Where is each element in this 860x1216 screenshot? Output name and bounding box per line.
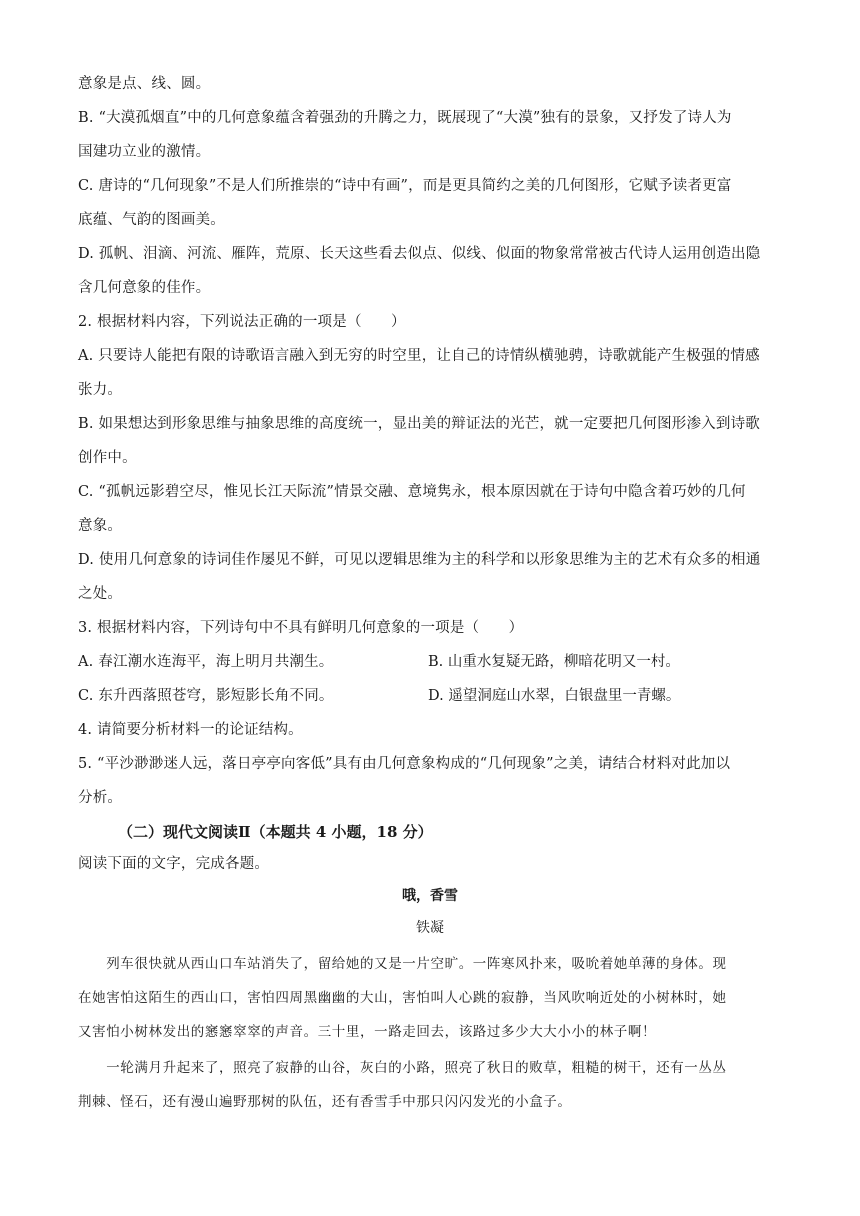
q1-option-d-line2: 含几何意象的佳作。 xyxy=(78,280,211,296)
story-paragraph-1-line2: 在她害怕这陌生的西山口，害怕四周黑幽幽的大山，害怕叫人心跳的寂静，当风吹响近处的小树林时，她 xyxy=(78,990,727,1006)
q3-option-a: A. 春江潮水连海平，海上明月共潮生。 xyxy=(78,654,334,670)
q1-option-b-line2: 国建功立业的激情。 xyxy=(78,144,211,160)
q1-option-d-line1: D. 孤帆、泪滴、河流、雁阵，荒原、长天这些看去似点、似线、似面的物象常常被古代诗人运用创造出隐 xyxy=(78,246,761,262)
q3-option-b: B. 山重水复疑无路，柳暗花明又一村。 xyxy=(428,654,680,670)
reading-instruction: 阅读下面的文字，完成各题。 xyxy=(78,856,270,872)
q2-option-b-line1: B. 如果想达到形象思维与抽象思维的高度统一，显出美的辩证法的光芒，就一定要把几何图形渗入到诗歌 xyxy=(78,416,760,432)
q2-option-a-line1: A. 只要诗人能把有限的诗歌语言融入到无穷的时空里，让自己的诗情纵横驰骋，诗歌就能产生极强的情感 xyxy=(78,348,760,364)
q3-stem: 3. 根据材料内容，下列诗句中不具有鲜明几何意象的一项是（ ） xyxy=(78,620,524,636)
q2-option-b-line2: 创作中。 xyxy=(78,450,137,466)
q5-stem-line1: 5. “平沙渺渺迷人远，落日亭亭向客低”具有由几何意象构成的“几何现象”之美，请结合材料对此加以 xyxy=(78,756,731,772)
q1-option-c-line2: 底蕴、气韵的图画美。 xyxy=(78,212,225,228)
story-author: 铁凝 xyxy=(416,920,444,936)
story-paragraph-1-line3: 又害怕小树林发出的窸窸窣窣的声音。三十里，一路走回去，该路过多少大大小小的林子啊！ xyxy=(78,1024,657,1040)
q2-stem: 2. 根据材料内容，下列说法正确的一项是（ ） xyxy=(78,314,406,330)
q2-option-a-line2: 张力。 xyxy=(78,382,123,398)
q2-option-d-line1: D. 使用几何意象的诗词佳作屡见不鲜，可见以逻辑思维为主的科学和以形象思维为主的艺术有众多的相通 xyxy=(78,552,761,568)
q2-option-d-line2: 之处。 xyxy=(78,586,123,602)
story-paragraph-2-line2: 荆棘、怪石，还有漫山遍野那树的队伍，还有香雪手中那只闪闪发光的小盒子。 xyxy=(78,1094,572,1110)
q3-option-c: C. 东升西落照苍穹，影短影长角不同。 xyxy=(78,688,334,704)
q2-option-c-line1: C. “孤帆远影碧空尽，惟见长江天际流”情景交融、意境隽永，根本原因就在于诗句中隐含着巧妙的几何 xyxy=(78,484,746,500)
story-title: 哦，香雪 xyxy=(402,888,458,904)
q1-option-b-line1: B. “大漠孤烟直”中的几何意象蕴含着强劲的升腾之力，既展现了“大漠”独有的景象，又抒发了诗人为 xyxy=(78,110,732,126)
story-paragraph-1-line1: 列车很快就从西山口车站消失了，留给她的又是一片空旷。一阵寒风扑来，吸吮着她单薄的身体。现 xyxy=(78,956,727,972)
section-heading: （二）现代文阅读Ⅱ（本题共 4 小题，18 分） xyxy=(118,823,433,841)
q4-stem: 4. 请简要分析材料一的论证结构。 xyxy=(78,722,303,738)
q1-option-c-line1: C. 唐诗的“几何现象”不是人们所推崇的“诗中有画”，而是更具简约之美的几何图形，它赋予读者更富 xyxy=(78,178,732,194)
q3-option-d: D. 遥望洞庭山水翠，白银盘里一青螺。 xyxy=(428,688,681,704)
q5-stem-line2: 分析。 xyxy=(78,790,123,806)
q2-option-c-line2: 意象。 xyxy=(78,518,123,534)
q1-option-a-tail: 意象是点、线、圆。 xyxy=(78,76,211,92)
story-paragraph-2-line1: 一轮满月升起来了，照亮了寂静的山谷，灰白的小路，照亮了秋日的败草，粗糙的树干，还有一丛丛 xyxy=(78,1060,727,1076)
